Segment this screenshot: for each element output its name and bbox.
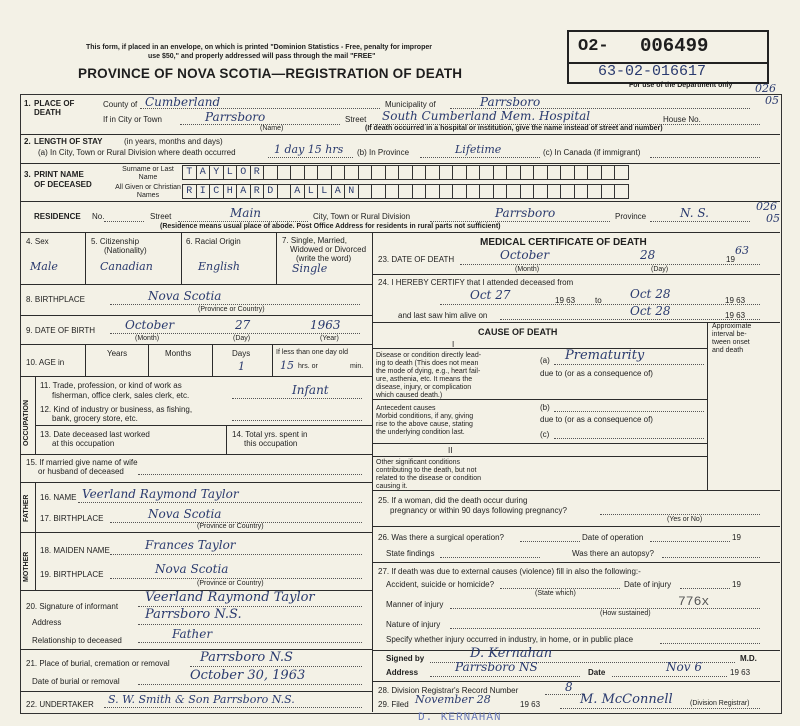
print-name-line1: PRINT NAME — [34, 170, 84, 179]
house-label: House No. — [663, 115, 701, 124]
surname-boxes[interactable] — [182, 165, 629, 180]
informant-relation-value: Father — [172, 627, 213, 641]
given-name-letter-box[interactable]: C — [210, 185, 224, 198]
age-hrs-label: hrs. or — [298, 363, 318, 370]
mother-birthplace-value: Nova Scotia — [155, 562, 229, 576]
place-of-death-label: PLACE OF DEATH — [34, 99, 75, 117]
md-label: M.D. — [740, 654, 757, 663]
surname-letter-box[interactable] — [507, 166, 521, 179]
q24-last-label: and last saw him alive on — [398, 311, 488, 320]
place-num: 1. — [24, 99, 31, 108]
other-3: related to the disease or condition — [376, 475, 482, 482]
city-value: Parrsboro — [205, 110, 266, 124]
surname-letter-box[interactable]: L — [224, 166, 238, 179]
surname-letter-box[interactable] — [521, 166, 535, 179]
municipality-label: Municipality of — [385, 100, 436, 109]
cause-a-value: Prematurity — [565, 348, 645, 363]
surname-letter-box[interactable] — [453, 166, 467, 179]
street-label: Street — [345, 115, 367, 124]
physician-stamp: D. KERNAHAN — [418, 712, 502, 724]
dob-day-cap: (Day) — [233, 335, 251, 342]
given-name-letter-box[interactable] — [615, 185, 628, 198]
residence-caption: (Residence means usual place of abode. Post Office Address for residents in rural parts not sufficient) — [160, 223, 501, 230]
serial-prefix: O2- — [578, 37, 609, 56]
surname-letter-box[interactable] — [318, 166, 332, 179]
disease-5: disease, injury, or complication — [376, 384, 472, 391]
other-4: causing it. — [376, 483, 408, 490]
q23-day: 28 — [640, 248, 656, 262]
undertaker-value: S. W. Smith & Son Parrsboro N.S. — [108, 693, 295, 706]
given-name-letter-box[interactable] — [507, 185, 521, 198]
surname-letter-box[interactable] — [426, 166, 440, 179]
dob-day: 27 — [235, 318, 251, 332]
given-name-letter-box[interactable]: L — [318, 185, 332, 198]
antecedent-1: Antecedent causes — [376, 405, 436, 412]
given-names-boxes[interactable] — [182, 184, 629, 199]
date-label: Date — [588, 668, 606, 677]
father-name-value: Veerland Raymond Taylor — [82, 487, 239, 501]
burial-place-label: 21. Place of burial, cremation or removal — [26, 659, 170, 668]
burial-place-value: Parrsboro N.S — [200, 650, 293, 665]
given-name-letter-box[interactable] — [359, 185, 373, 198]
cause-title: CAUSE OF DEATH — [478, 327, 558, 337]
length-num: 2. — [24, 137, 31, 146]
antecedent-4: the underlying condition last. — [376, 429, 465, 436]
occupation-side-label: OCCUPATION — [23, 399, 30, 446]
q23-label: 23. DATE OF DEATH — [378, 255, 455, 264]
surname-letter-box[interactable] — [588, 166, 602, 179]
given-name-letter-box[interactable] — [426, 185, 440, 198]
dob-year-cap: (Year) — [320, 335, 339, 342]
given-name-letter-box[interactable] — [588, 185, 602, 198]
informant-sig-value: Veerland Raymond Taylor — [145, 590, 315, 605]
residence-label: RESIDENCE — [34, 212, 81, 221]
other-1: Other significant conditions — [376, 459, 461, 466]
name-caption: (Name) — [260, 125, 284, 132]
racial-label: 6. Racial Origin — [186, 237, 241, 246]
nature-label: Nature of injury — [386, 620, 441, 629]
marital-label-1: 7. Single, Married, — [282, 236, 347, 245]
surname-letter-box[interactable] — [278, 166, 292, 179]
surname-letter-box[interactable] — [615, 166, 628, 179]
father-birthplace-caption: (Province or Country) — [197, 523, 264, 530]
age-hrs-value: 15 — [280, 359, 294, 372]
burial-date-label: Date of burial or removal — [32, 677, 120, 686]
surname-letter-box[interactable] — [534, 166, 548, 179]
mail-notice-line2: use $50," and properly addressed will pass through the mail "FREE" — [148, 53, 376, 60]
q14-line1: 14. Total yrs. spent in — [232, 430, 308, 439]
date-of-injury: Date of injury — [624, 580, 672, 589]
q29-signature: M. McConnell — [580, 692, 673, 707]
given-name-letter-box[interactable] — [534, 185, 548, 198]
specify-label: Specify whether injury occurred in industry, in home, or in public place — [386, 635, 634, 644]
city-label: If in City or Town — [103, 115, 162, 124]
surname-letter-box[interactable] — [413, 166, 427, 179]
given-name-letter-box[interactable] — [602, 185, 616, 198]
q15-line2: or husband of deceased — [38, 467, 124, 476]
residence-street-label: Street — [150, 212, 172, 221]
due-to-1: due to (or as a consequence of) — [540, 369, 653, 378]
disease-2: ing to death (This does not mean — [376, 360, 479, 367]
dept-use-note: For use of the Department only — [629, 82, 733, 89]
given-name-letter-box[interactable] — [372, 185, 386, 198]
surname-letter-box[interactable] — [332, 166, 346, 179]
racial-value: English — [198, 260, 240, 273]
street-value: South Cumberland Mem. Hospital — [382, 109, 591, 123]
given-name-letter-box[interactable] — [521, 185, 535, 198]
mail-notice-line1: This form, if placed in an envelope, on which is printed "Dominion Statistics - Free, penalty for improper — [86, 44, 432, 51]
surname-letter-box[interactable] — [359, 166, 373, 179]
q26-label: 26. Was there a surgical operation? — [378, 533, 504, 542]
disease-4: ure, asthenia, etc. It means the — [376, 376, 473, 383]
informant-address-label: Address — [32, 618, 62, 627]
given-name-letter-box[interactable] — [575, 185, 589, 198]
cause-a-label: (a) — [540, 356, 550, 365]
approx-3: tween onset — [712, 339, 750, 346]
residence-city-label: City, Town or Rural Division — [313, 212, 411, 221]
marital-label-2: Widowed or Divorced — [290, 245, 367, 254]
medical-title: MEDICAL CERTIFICATE OF DEATH — [480, 237, 647, 248]
surname-letter-box[interactable]: R — [251, 166, 265, 179]
manner-value: 776x — [678, 594, 710, 609]
surname-letter-box[interactable] — [372, 166, 386, 179]
surname-letter-box[interactable] — [548, 166, 562, 179]
q25-line2: pregnancy or within 90 days following pregnancy? — [390, 506, 567, 515]
residence-province-label: Province — [615, 212, 647, 221]
q13-line1: 13. Date deceased last worked — [40, 430, 150, 439]
length-sub: (in years, months and days) — [124, 137, 223, 146]
length-canada-label: (c) In Canada (if immigrant) — [543, 148, 641, 157]
surname-letter-box[interactable] — [480, 166, 494, 179]
address-label: Address — [386, 668, 419, 677]
q28-value: 8 — [565, 680, 573, 694]
state-findings: State findings — [386, 549, 435, 558]
q28-label: 28. Division Registrar's Record Number — [378, 686, 519, 695]
accident-label: Accident, suicide or homicide? — [386, 580, 495, 589]
signed-by-value: D. Kernahan — [470, 646, 553, 661]
registration-number: 63-02-016617 — [598, 63, 707, 80]
given-name-letter-box[interactable]: R — [251, 185, 265, 198]
disease-1: Disease or condition directly lead- — [376, 352, 482, 359]
q23-year: 63 — [735, 244, 749, 257]
residence-street-value: Main — [230, 206, 262, 220]
mother-maiden-label: 18. MAIDEN NAME — [40, 546, 110, 555]
print-name-line2: OF DECEASED — [34, 180, 92, 189]
house-caption: (If death occurred in a hospital or institution, give the name instead of street and number) — [365, 125, 663, 132]
form-title: PROVINCE OF NOVA SCOTIA—REGISTRATION OF DEATH — [78, 66, 463, 81]
q23-day-cap: (Day) — [651, 266, 669, 273]
surname-letter-box[interactable] — [345, 166, 359, 179]
signed-by-label: Signed by — [386, 654, 425, 663]
state-which: (State which) — [535, 590, 576, 597]
length-of-stay-label: LENGTH OF STAY — [34, 137, 103, 146]
surname-letter-box[interactable] — [440, 166, 454, 179]
given-name-letter-box[interactable]: A — [332, 185, 346, 198]
given-name-letter-box[interactable] — [453, 185, 467, 198]
autopsy-label: Was there an autopsy? — [572, 549, 654, 558]
q24-from: Oct 27 — [470, 288, 511, 302]
given-name-letter-box[interactable] — [399, 185, 413, 198]
approx-1: Approximate — [712, 323, 752, 330]
due-to-2: due to (or as a consequence of) — [540, 415, 653, 424]
q11-line2: fisherman, office clerk, sales clerk, etc. — [52, 391, 190, 400]
address-value: Parrsboro NS — [455, 660, 538, 674]
disease-3: the mode of dying, e.g., heart fail- — [376, 368, 481, 375]
date-value: Nov 6 — [666, 660, 702, 674]
given-name-letter-box[interactable] — [548, 185, 562, 198]
surname-letter-box[interactable] — [575, 166, 589, 179]
length-city-label: (a) In City, Town or Rural Division where death occurred — [38, 148, 236, 157]
code-b: 05 — [765, 94, 779, 107]
surname-letter-box[interactable]: Y — [210, 166, 224, 179]
date-year: 19 63 — [730, 668, 751, 677]
cause-c-label: (c) — [540, 430, 550, 439]
q11-line1: 11. Trade, profession, or kind of work as — [40, 381, 182, 390]
birthplace-value: Nova Scotia — [148, 289, 222, 303]
surname-letter-box[interactable] — [561, 166, 575, 179]
q24-to: Oct 28 — [630, 287, 671, 301]
q11-value: Infant — [292, 383, 329, 397]
surname-letter-box[interactable] — [386, 166, 400, 179]
code-c: 026 — [756, 200, 777, 213]
name-num: 3. — [24, 170, 31, 179]
given-name-letter-box[interactable]: A — [237, 185, 251, 198]
q14-line2: this occupation — [244, 439, 298, 448]
age-days-label: Days — [232, 349, 251, 358]
given-name-letter-box[interactable] — [480, 185, 494, 198]
surname-letter-box[interactable] — [291, 166, 305, 179]
given-name-letter-box[interactable] — [494, 185, 508, 198]
q24-last: Oct 28 — [630, 304, 671, 318]
mother-side-label: MOTHER — [23, 551, 30, 582]
op-year: 19 — [732, 533, 741, 542]
father-birthplace-label: 17. BIRTHPLACE — [40, 514, 104, 523]
q12-line1: 12. Kind of industry or business, as fishing, — [40, 405, 193, 414]
marital-label-3: (write the word) — [296, 254, 352, 263]
surname-letter-box[interactable] — [399, 166, 413, 179]
length-city-value: 1 day 15 hrs — [274, 143, 344, 156]
surname-letter-box[interactable] — [467, 166, 481, 179]
q29-label: 29. Filed — [378, 700, 409, 709]
age-months-label: Months — [165, 349, 192, 358]
cause-b-label: (b) — [540, 403, 550, 412]
manner-label: Manner of injury — [386, 600, 444, 609]
citizenship-value: Canadian — [100, 260, 153, 273]
given-name-letter-box[interactable] — [467, 185, 481, 198]
dob-year: 1963 — [310, 318, 341, 332]
age-days-value: 1 — [238, 360, 245, 373]
residence-no-label: No. — [92, 212, 105, 221]
undertaker-label: 22. UNDERTAKER — [26, 700, 94, 709]
q24-from-year: 19 63 — [555, 296, 576, 305]
how-sustained: (How sustained) — [600, 610, 651, 617]
burial-date-value: October 30, 1963 — [190, 668, 306, 683]
dob-label: 9. DATE OF BIRTH — [26, 326, 96, 335]
given-name-letter-box[interactable]: A — [291, 185, 305, 198]
q23-month-cap: (Month) — [515, 266, 540, 273]
county-label: County of — [103, 100, 138, 109]
age-less-label: If less than one day old — [276, 349, 348, 356]
residence-city-value: Parrsboro — [495, 206, 556, 220]
birthplace-label: 8. BIRTHPLACE — [26, 295, 85, 304]
mother-birthplace-caption: (Province or Country) — [197, 580, 264, 587]
surname-letter-box[interactable] — [602, 166, 616, 179]
q25-line1: 25. If a woman, did the death occur during — [378, 496, 528, 505]
given-name-letter-box[interactable]: D — [264, 185, 278, 198]
residence-province-value: N. S. — [680, 206, 709, 220]
county-value: Cumberland — [145, 95, 221, 109]
q27-line1: 27. If death was due to external causes (violence) fill in also the following:- — [378, 567, 641, 576]
dob-month-cap: (Month) — [135, 335, 160, 342]
antecedent-3: rise to the above cause, stating — [376, 421, 473, 428]
q29-year: 19 63 — [520, 700, 541, 709]
code-a: 026 — [755, 82, 776, 95]
q24-to-year: 19 63 — [725, 296, 746, 305]
age-label: 10. AGE in — [26, 358, 65, 367]
q23-year-prefix: 19 — [726, 255, 735, 264]
division-registrar-caption: (Division Registrar) — [690, 700, 750, 707]
q24-last-year: 19 63 — [725, 311, 746, 320]
given-name-letter-box[interactable] — [278, 185, 292, 198]
given-label: All Given or Christian Names — [115, 184, 181, 199]
date-of-operation: Date of operation — [582, 533, 644, 542]
informant-address-value: Parrsboro N.S. — [145, 607, 242, 622]
birthplace-caption: (Province or Country) — [198, 306, 265, 313]
surname-letter-box[interactable]: O — [237, 166, 251, 179]
code-d: 05 — [766, 212, 780, 225]
injury-year: 19 — [732, 580, 741, 589]
mother-maiden-value: Frances Taylor — [145, 538, 236, 552]
age-min-label: min. — [350, 363, 364, 370]
given-name-letter-box[interactable] — [413, 185, 427, 198]
informant-relation-label: Relationship to deceased — [32, 636, 122, 645]
mother-birthplace-label: 19. BIRTHPLACE — [40, 570, 104, 579]
given-name-letter-box[interactable]: R — [183, 185, 197, 198]
given-name-letter-box[interactable]: L — [305, 185, 319, 198]
citizenship-label: 5. Citizenship — [91, 237, 140, 246]
q23-month: October — [500, 248, 550, 262]
q12-line2: bank, grocery store, etc. — [52, 414, 138, 423]
yes-no-caption: (Yes or No) — [667, 516, 703, 523]
given-name-letter-box[interactable] — [386, 185, 400, 198]
given-name-letter-box[interactable] — [440, 185, 454, 198]
municipality-value: Parrsboro — [480, 95, 541, 109]
given-name-letter-box[interactable]: N — [345, 185, 359, 198]
q24-to-label: to — [595, 296, 602, 305]
dob-month: October — [125, 318, 175, 332]
father-name-label: 16. NAME — [40, 493, 77, 502]
age-years-label: Years — [107, 349, 128, 358]
citizenship-sub: (Nationality) — [104, 246, 147, 255]
length-province-label: (b) In Province — [357, 148, 410, 157]
surname-letter-box[interactable] — [494, 166, 508, 179]
informant-sig-label: 20. Signature of informant — [26, 602, 119, 611]
father-side-label: FATHER — [23, 494, 30, 522]
antecedent-2: Morbid conditions, if any, giving — [376, 413, 474, 420]
approx-2: interval be- — [712, 331, 747, 338]
given-name-letter-box[interactable]: H — [224, 185, 238, 198]
q29-value: November 28 — [415, 693, 491, 706]
roman-i: I — [452, 340, 455, 349]
surname-letter-box[interactable]: T — [183, 166, 197, 179]
q24-label: 24. I HEREBY CERTIFY that I attended deceased from — [378, 278, 574, 287]
surname-letter-box[interactable]: A — [197, 166, 211, 179]
q13-line2: at this occupation — [52, 439, 115, 448]
length-province-value: Lifetime — [455, 143, 502, 156]
given-name-letter-box[interactable]: I — [197, 185, 211, 198]
q15-line1: 15. If married give name of wife — [26, 458, 138, 467]
father-birthplace-value: Nova Scotia — [148, 507, 222, 521]
approx-4: and death — [712, 347, 744, 354]
surname-letter-box[interactable] — [305, 166, 319, 179]
sex-value: Male — [30, 260, 58, 273]
surname-label: Surname or Last Name — [122, 166, 174, 181]
surname-letter-box[interactable] — [264, 166, 278, 179]
disease-6: which caused death.) — [376, 392, 443, 399]
marital-value: Single — [292, 262, 328, 275]
given-name-letter-box[interactable] — [561, 185, 575, 198]
other-2: contributing to the death, but not — [376, 467, 477, 474]
sex-label: 4. Sex — [26, 237, 49, 246]
serial-number: 006499 — [640, 35, 709, 57]
roman-ii: II — [448, 446, 453, 455]
